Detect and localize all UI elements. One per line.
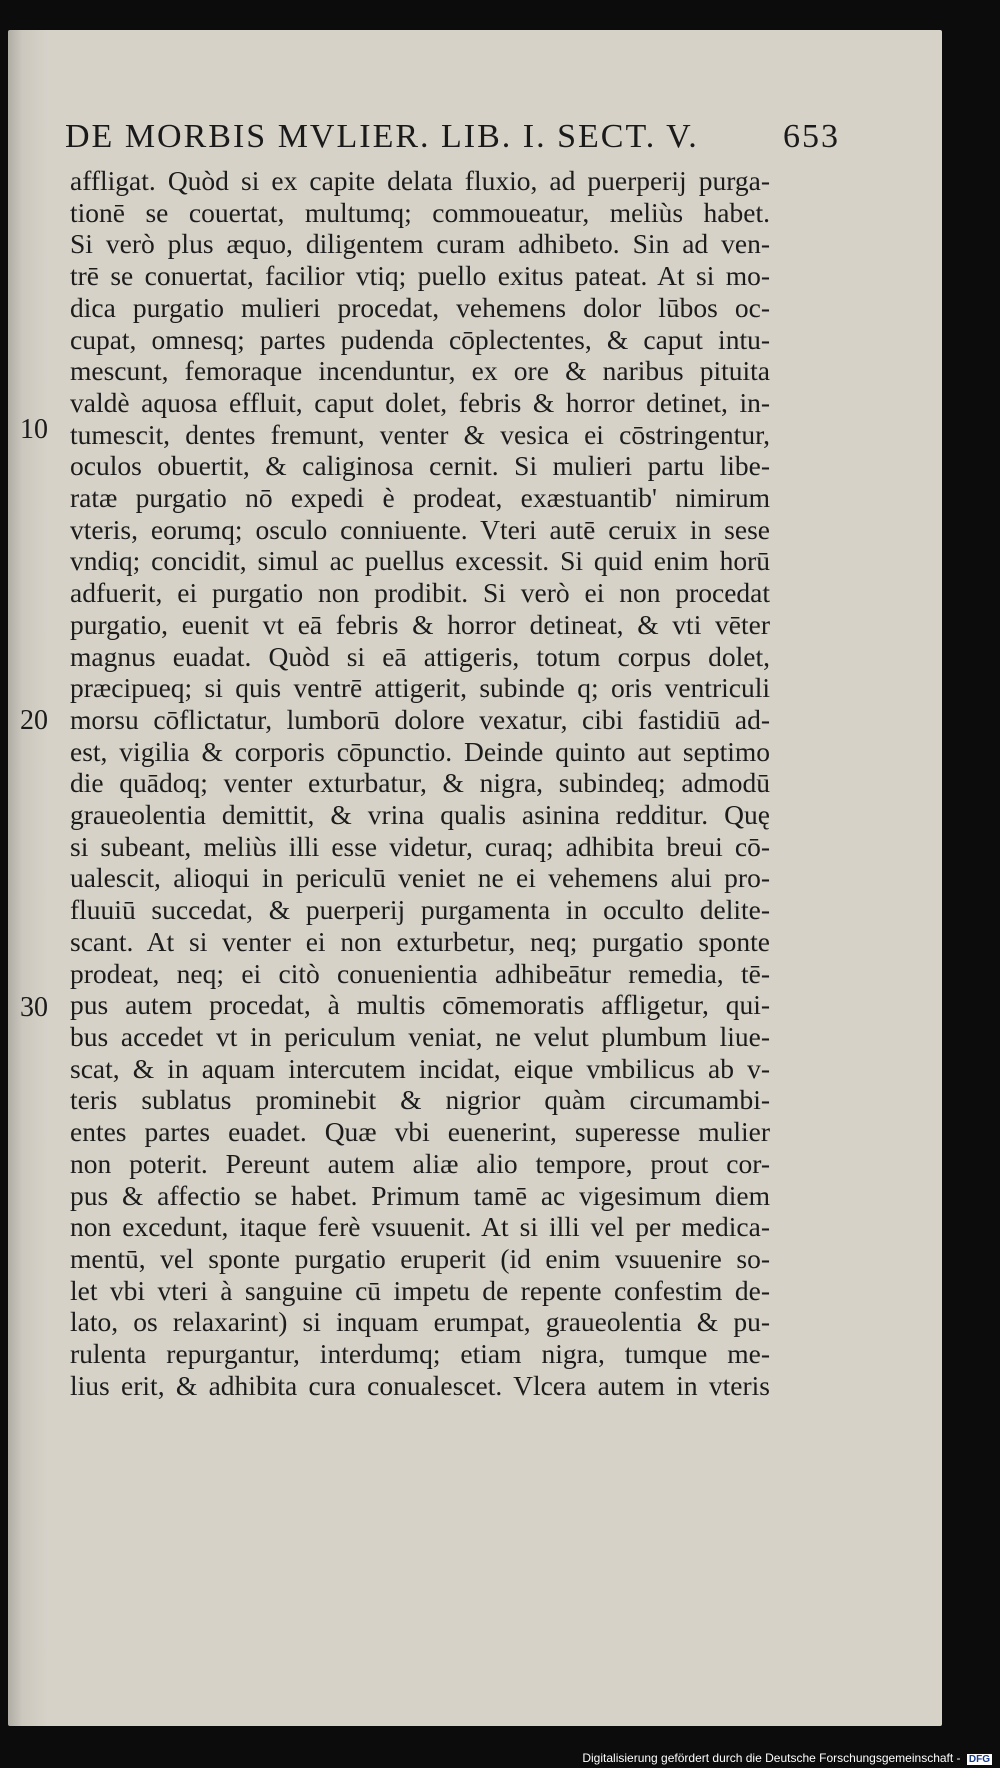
text-line: mentū, vel sponte purgatio eruperit (id enim vsuuenire so- xyxy=(70,1242,770,1274)
text-line: rulenta repurgantur, interdumq; etiam nigra, tumque me- xyxy=(70,1338,770,1370)
text-line: graueolentia demittit, & vrina qualis asinina redditur. Quę xyxy=(70,799,770,831)
text-line: vteris, eorumq; osculo conniuente. Vteri autē ceruix in sese xyxy=(70,513,770,545)
body-text xyxy=(70,165,770,1401)
text-line: tumescit, dentes fremunt, venter & vesica ei cōstringentur, xyxy=(70,418,770,450)
text-line: adfuerit, ei purgatio non prodibit. Si verò ei non procedat xyxy=(70,577,770,609)
footer-credit-text: Digitalisierung gefördert durch die Deutsche Forschungsgemeinschaft - xyxy=(582,1751,961,1765)
text-line: trē se conuertat, facilior vtiq; puello exitus pateat. At si mo- xyxy=(70,260,770,292)
text-line: fluuiū succedat, & puerperij purgamenta in occulto delite- xyxy=(70,894,770,926)
text-line: let vbi vteri à sanguine cū impetu de repente confestim de- xyxy=(70,1274,770,1306)
text-line: vndiq; concidit, simul ac puellus excessit. Si quid enim horū xyxy=(70,545,770,577)
text-line: die quādoq; venter exturbatur, & nigra, subindeq; admodū xyxy=(70,767,770,799)
text-line: entes partes euadet. Quæ vbi euenerint, superesse mulier xyxy=(70,1116,770,1148)
text-line: morsu cōflictatur, lumborū dolore vexatur, cibi fastidiū ad- xyxy=(70,703,770,735)
dfg-logo: DFG xyxy=(968,1754,990,1765)
text-line: teris sublatus prominebit & nigrior quàm circumambi- xyxy=(70,1084,770,1116)
text-line: pus autem procedat, à multis cōmemoratis affligetur, qui- xyxy=(70,989,770,1021)
text-line: non poterit. Pereunt autem aliæ alio tempore, prout cor- xyxy=(70,1147,770,1179)
text-line: scant. At si venter ei non exturbetur, neq; purgatio sponte xyxy=(70,925,770,957)
text-line: affligat. Quòd si ex capite delata fluxio, ad puerperij purga- xyxy=(70,165,770,196)
page-number: 653 xyxy=(783,118,840,155)
text-line: tionē se couertat, multumq; commoueatur, meliùs habet. xyxy=(70,196,770,228)
text-line: Si verò plus æquo, diligentem curam adhibeto. Sin ad ven- xyxy=(70,228,770,260)
text-line: lato, os relaxarint) si inquam erumpat, graueolentia & pu- xyxy=(70,1306,770,1338)
text-line: valdè aquosa effluit, caput dolet, febris & horror detinet, in- xyxy=(70,386,770,418)
running-title: DE MORBIS MVLIER. LIB. I. SECT. V. xyxy=(65,118,699,155)
text-line: dica purgatio mulieri procedat, vehemens dolor lūbos oc- xyxy=(70,291,770,323)
line-number-20: 20 xyxy=(20,705,48,736)
text-line: non excedunt, itaque ferè vsuuenit. At si illi vel per medica- xyxy=(70,1211,770,1243)
text-line: ratæ purgatio nō expedi è prodeat, exæstuantib' nimirum xyxy=(70,482,770,514)
footer-credit xyxy=(582,1751,992,1765)
text-line: cupat, omnesq; partes pudenda cōplectentes, & caput intu- xyxy=(70,323,770,355)
line-number-30: 30 xyxy=(20,992,48,1023)
text-line: lius erit, & adhibita cura conualescet. Vlcera autem in vteris xyxy=(70,1369,770,1401)
text-line: mescunt, femoraque incenduntur, ex ore & naribus pituita xyxy=(70,355,770,387)
text-line: purgatio, euenit vt eā febris & horror detineat, & vti vēter xyxy=(70,608,770,640)
line-number-10: 10 xyxy=(20,414,48,445)
running-header xyxy=(65,118,840,158)
text-line: est, vigilia & corporis cōpunctio. Deinde quinto aut septimo xyxy=(70,735,770,767)
text-line: magnus euadat. Quòd si eā attigeris, totum corpus dolet, xyxy=(70,640,770,672)
text-line: pus & affectio se habet. Primum tamē ac vigesimum diem xyxy=(70,1179,770,1211)
text-line: præcipueq; si quis ventrē attigerit, subinde q; oris ventriculi xyxy=(70,672,770,704)
text-line: ualescit, alioqui in periculū veniet ne ei vehemens alui pro- xyxy=(70,862,770,894)
text-line: prodeat, neq; ei citò conuenientia adhibeātur remedia, tē- xyxy=(70,957,770,989)
text-line: bus accedet vt in periculum veniat, ne velut plumbum liue- xyxy=(70,1020,770,1052)
text-line: oculos obuertit, & caliginosa cernit. Si mulieri partu libe- xyxy=(70,450,770,482)
text-line: si subeant, meliùs illi esse videtur, curaq; adhibita breui cō- xyxy=(70,830,770,862)
text-line: scat, & in aquam intercutem incidat, eique vmbilicus ab v- xyxy=(70,1052,770,1084)
